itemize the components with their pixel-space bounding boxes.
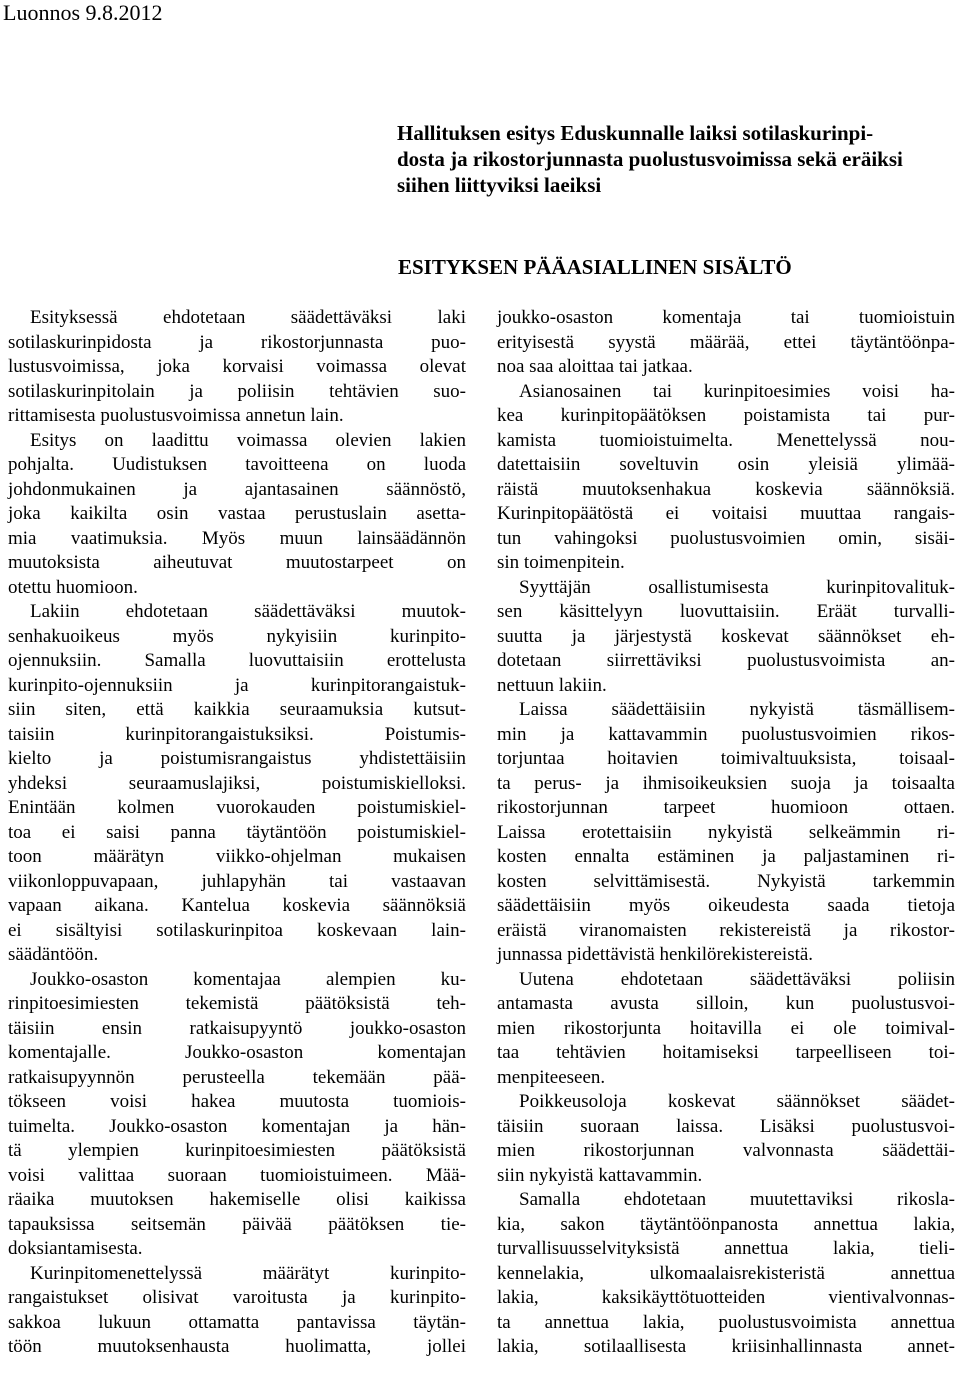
text-line: yhdeksi seuraamuslajiksi, poistumiskielloksi.	[8, 772, 466, 794]
text-line: taa tehtävien hoitamiseksi tarpeelliseen toi-	[497, 1042, 955, 1063]
text-line: rinpitoesimiesten tekemistä päätöksistä teh-	[8, 993, 466, 1014]
text-line: kia, sakon täytäntöönpanosta annettua lakia,	[497, 1213, 955, 1235]
text-line: kamista tuomioistuimelta. Menettelyssä nou-	[497, 429, 955, 451]
text-line: kosten selvittämisestä. Nykyistä tarkemmin	[497, 870, 955, 892]
left-column	[8, 306, 466, 1360]
text-line: datettaisiin soveltuvin osin yleisiä ylimää-	[497, 454, 955, 475]
text-line: nettuun lakiin.	[497, 674, 607, 696]
text-line: Asianosainen tai kurinpitoesimies voisi ha-	[519, 380, 955, 402]
text-line: otettu huomioon.	[8, 576, 138, 598]
text-line: kurinpito-ojennuksiin ja kurinpitorangaistuk-	[8, 674, 466, 696]
text-line: Kurinpitopäätöstä ei voitaisi muuttaa rangais-	[497, 503, 955, 524]
text-line: vapaan aikana. Kantelua koskevia säännöksiä	[8, 895, 466, 916]
text-line: lakia, sotilaallisesta kriisinhallinnasta annet-	[497, 1336, 955, 1357]
text-line: Samalla ehdotetaan muutettaviksi rikosla-	[519, 1189, 955, 1210]
draft-note: Luonnos 9.8.2012	[3, 0, 163, 25]
text-line: joukko-osaston komentaja tai tuomioistuin	[497, 307, 955, 328]
title-line: dosta ja rikostorjunnasta puolustusvoimissa sekä eräiksi	[397, 147, 903, 171]
text-line: rittamisesta puolustusvoimissa annetun lain.	[8, 405, 344, 426]
text-line: Kurinpitomenettelyssä määrätyt kurinpito-	[30, 1262, 466, 1284]
text-line: rikostorjunnan tarpeet huomioon ottaen.	[497, 797, 955, 818]
text-line: noa saa aloittaa tai jatkaa.	[497, 356, 693, 377]
text-line: lakia, kaksikäyttötuotteiden vientivalvonnas-	[497, 1287, 955, 1308]
text-line: Esitys on laadittu voimassa olevien lakien	[30, 429, 466, 451]
text-line: pohjalta. Uudistuksen tavoitteena on luoda	[8, 454, 466, 475]
text-line: ta perus- ja ihmisoikeuksien suoja ja toisaalta	[497, 772, 955, 794]
right-column	[497, 306, 955, 1360]
text-line: ta annettua lakia, puolustusvoimista annettua	[497, 1311, 955, 1333]
text-line: mien rikostorjunnan valvonnasta säädettäi-	[497, 1140, 955, 1161]
text-line: min ja kattavammin puolustusvoimien rikos-	[497, 723, 955, 745]
text-line: rangaistukset olisivat varoitusta ja kurinpito-	[8, 1287, 466, 1308]
text-line: tökseen voisi hakea muutosta tuomiois-	[8, 1091, 466, 1112]
text-line: viikonloppuvapaan, juhlapyhän tai vastaavan	[8, 870, 466, 892]
text-line: joka kaikilta osin vastaa perustuslain asetta-	[8, 503, 466, 524]
text-line: taisiin kurinpitorangaistuksiksi. Poistumis-	[8, 723, 466, 745]
text-line: Lakiin ehdotetaan säädettäväksi muutok-	[30, 601, 466, 622]
text-line: ratkaisupyynnön perusteella tekemään pää-	[8, 1066, 466, 1088]
text-line: siin siten, että kaikkia seuraamuksia kutsut-	[8, 699, 466, 720]
text-line: töön muutoksenhausta huolimatta, jollei	[8, 1336, 466, 1357]
text-line: Poikkeusoloja koskevat säännökset säädet-	[519, 1091, 955, 1112]
text-line: Enintään kolmen vuorokauden poistumiskiel-	[8, 797, 466, 818]
text-line: kielto ja poistumisrangaistus yhdistettäisiin	[8, 748, 466, 769]
text-line: torjuntaa hoitavien toimivaltuuksista, toisaal-	[497, 748, 955, 769]
text-line: dotetaan siirrettäviksi puolustusvoimista an-	[497, 650, 955, 671]
text-line: sakkoa lukuun ottamatta pantavissa täytän-	[8, 1311, 466, 1333]
text-line: säädettäisiin myös oikeudesta saada tietoja	[497, 895, 955, 916]
text-line: Esityksessä ehdotetaan säädettäväksi laki	[30, 307, 466, 328]
text-line: lustusvoimissa, joka korvaisi voimassa olevat	[8, 356, 466, 377]
text-line: räistä muutoksenhakua koskevia säännöksiä.	[497, 478, 955, 500]
text-line: sin toimenpitein.	[497, 552, 625, 573]
text-line: ei sisältyisi sotilaskurinpitoa koskevaan lain-	[8, 919, 466, 941]
text-line: erityisestä syystä määrää, ettei täytäntöönpa-	[497, 331, 955, 353]
text-line: siin nykyistä kattavammin.	[497, 1164, 703, 1186]
text-line: Joukko-osaston komentajaa alempien ku-	[30, 968, 466, 990]
text-line: sen käsittelyyn luovuttaisiin. Eräät turvalli-	[497, 601, 955, 622]
text-line: tuimelta. Joukko-osaston komentajan ja hän-	[8, 1115, 466, 1137]
text-line: Laissa erotettaisiin nykyistä selkeämmin ri-	[497, 821, 955, 843]
text-line: voisi valittaa suoraan tuomioistuimeen. Mää-	[8, 1164, 466, 1186]
text-line: Laissa säädettäisiin nykyistä täsmällisem-	[519, 699, 955, 720]
text-line: kea kurinpitopäätöksen poistamista tai pur-	[497, 405, 955, 426]
text-line: täisiin ensin ratkaisupyyntö joukko-osaston	[8, 1017, 466, 1039]
text-line: tapauksissa seitsemän päivää päätöksen tie-	[8, 1213, 466, 1235]
text-line: toon määrätyn viikko-ohjelman mukaisen	[8, 846, 466, 867]
document-title	[397, 120, 957, 198]
title-line: siihen liittyviksi laeiksi	[397, 173, 602, 197]
text-line: mien rikostorjunta hoitavilla ei ole toimival-	[497, 1017, 955, 1039]
text-line: Uutena ehdotetaan säädettäväksi poliisin	[519, 968, 955, 990]
text-line: eräistä viranomaisten rekistereistä ja rikostor-	[497, 919, 955, 941]
text-line: senhakuoikeus myös nykyisiin kurinpito-	[8, 625, 466, 647]
text-line: säädäntöön.	[8, 944, 99, 965]
text-line: räaika muutoksen hakemiselle olisi kaikissa	[8, 1189, 466, 1210]
text-line: toa ei saisi panna täytäntöön poistumiskiel-	[8, 821, 466, 843]
text-line: junnassa pidettävistä henkilörekistereistä.	[497, 944, 814, 965]
text-line: menpiteeseen.	[497, 1066, 606, 1088]
text-line: ojennuksiin. Samalla luovuttaisiin erottelusta	[8, 650, 466, 671]
text-line: Syyttäjän osallistumisesta kurinpitovalituk-	[519, 576, 955, 598]
text-line: sotilaskurinpitolain ja poliisin tehtävien suo-	[8, 380, 466, 402]
text-line: sotilaskurinpidosta ja rikostorjunnasta puo-	[8, 331, 466, 353]
text-line: tä ylempien kurinpitoesimiesten päätöksistä	[8, 1140, 466, 1161]
text-line: suutta ja järjestystä koskevat säännökset eh-	[497, 625, 955, 647]
text-line: täisiin suoraan laissa. Lisäksi puolustusvoi-	[497, 1115, 955, 1137]
section-heading: ESITYKSEN PÄÄASIALLINEN SISÄLTÖ	[398, 255, 792, 279]
text-line: turvallisuusselvityksistä annettua lakia, tieli-	[497, 1238, 955, 1259]
text-line: tun vahingoksi puolustusvoimien omin, sisäi-	[497, 527, 955, 549]
text-line: muutoksista aiheutuvat muutostarpeet on	[8, 552, 466, 573]
text-line: doksiantamisesta.	[8, 1238, 143, 1259]
text-line: johdonmukainen ja ajantasainen säännöstö,	[8, 478, 466, 500]
text-line: komentajalle. Joukko-osaston komentajan	[8, 1042, 466, 1063]
text-line: mia vaatimuksia. Myös muun lainsäädännön	[8, 527, 466, 549]
title-line: Hallituksen esitys Eduskunnalle laiksi sotilaskurinpi-	[397, 121, 874, 145]
text-line: kosten ennalta estäminen ja paljastaminen ri-	[497, 846, 955, 867]
text-line: kennelakia, ulkomaalaisrekisteristä annettua	[497, 1262, 955, 1284]
text-line: antamasta avusta silloin, kun puolustusvoi-	[497, 993, 955, 1014]
